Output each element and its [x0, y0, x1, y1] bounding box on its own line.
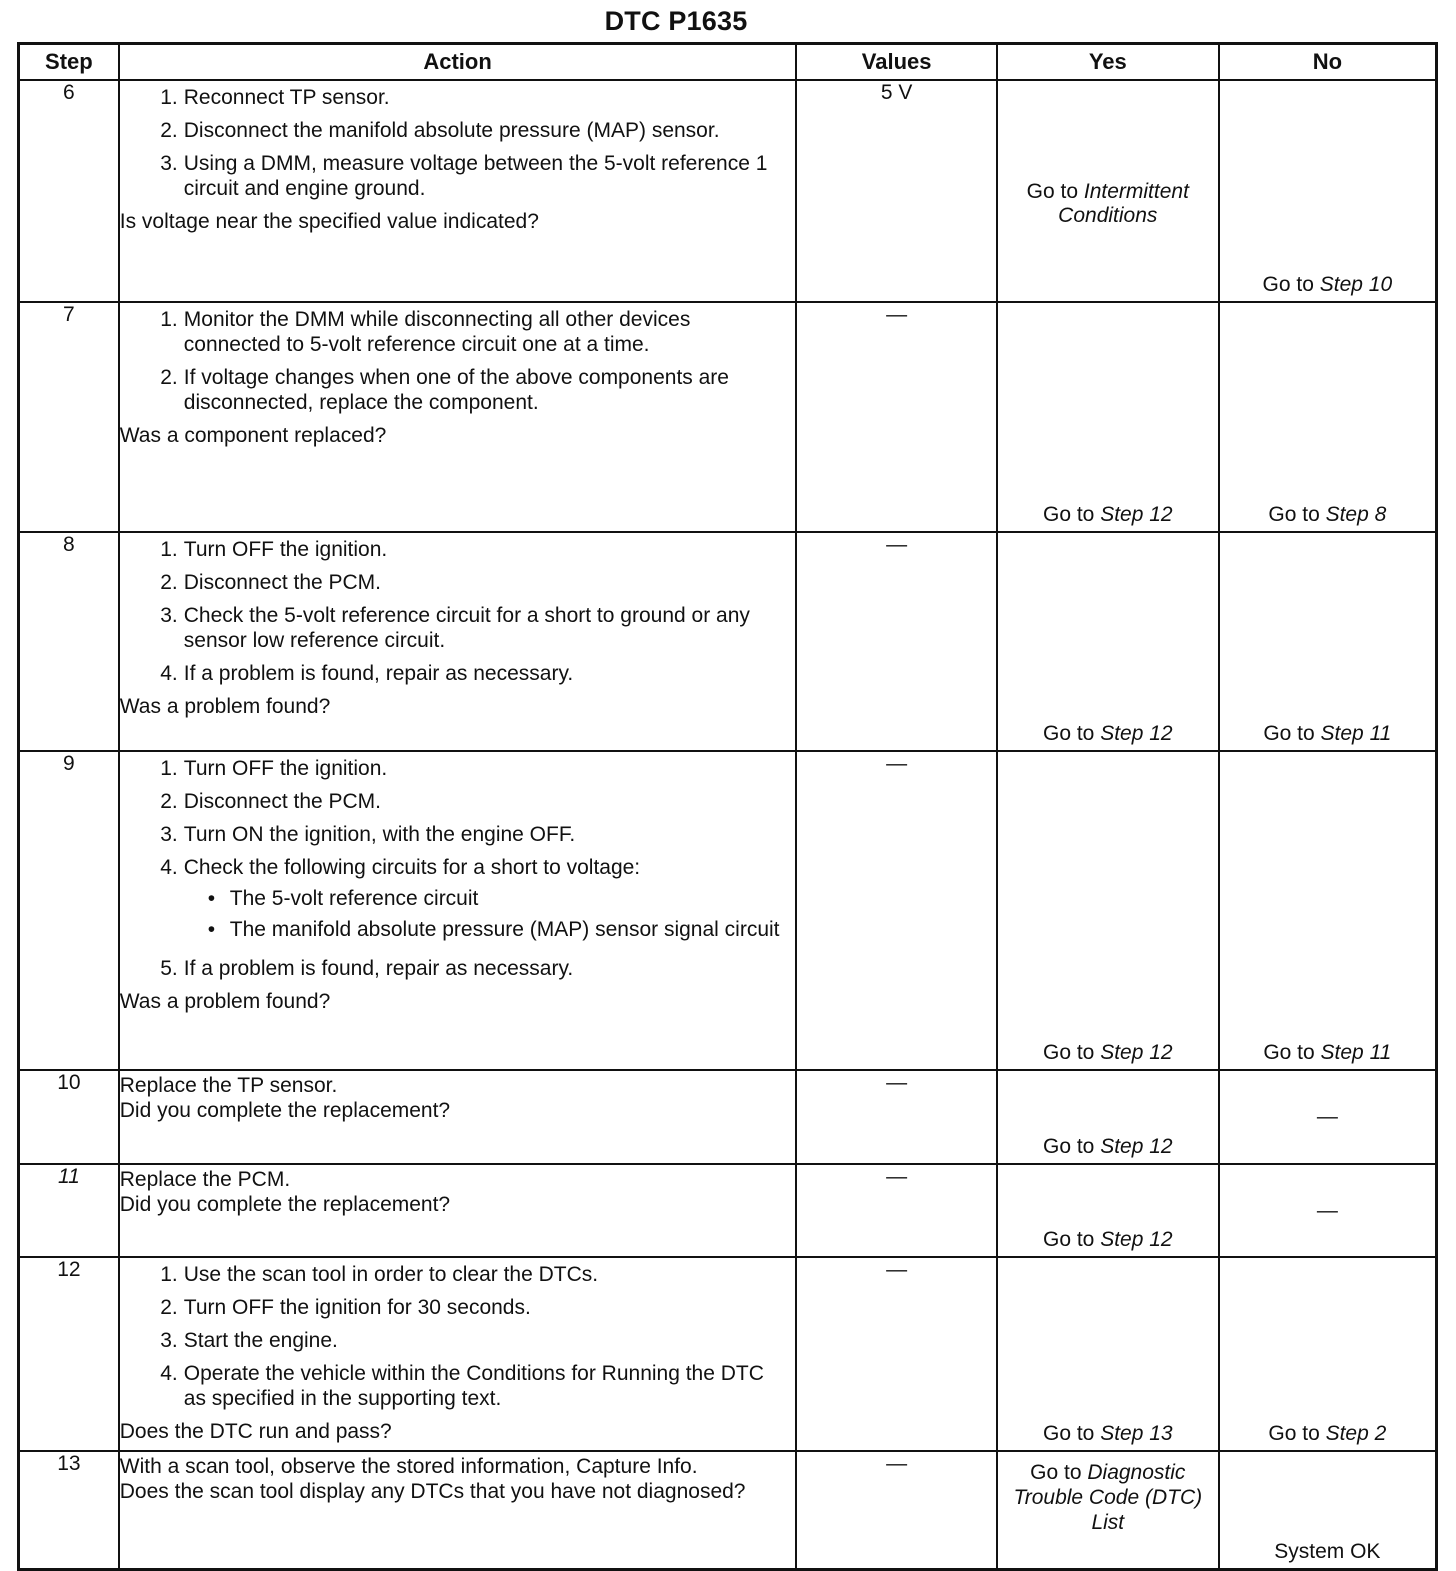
no-value: — — [1316, 1105, 1338, 1128]
yes-goto: Go to Step 12 — [1042, 1135, 1173, 1158]
yes-goto: Go to Intermittent Conditions — [1026, 180, 1189, 228]
table-row — [19, 80, 1437, 302]
diagnostic-table — [17, 42, 1438, 1571]
action-item: 2. Disconnect the PCM. — [160, 790, 382, 813]
action-item: 1. Turn OFF the ignition. — [160, 538, 388, 561]
yes-goto: Go to Step 12 — [1042, 1228, 1173, 1251]
step-number: 8 — [19, 532, 119, 751]
action-item: 2. If voltage changes when one of the above components are disconnected, replace the component. — [160, 366, 729, 414]
action-item: 2. Disconnect the PCM. — [160, 571, 382, 594]
value-cell: — — [796, 1451, 997, 1569]
no-cell — [1219, 1164, 1437, 1257]
header-no: No — [1219, 44, 1437, 81]
action-text: With a scan tool, observe the stored information, Capture Info. — [119, 1455, 698, 1478]
no-cell — [1219, 80, 1437, 302]
no-goto: Go to Step 11 — [1263, 1041, 1392, 1064]
action-item: 1. Reconnect TP sensor. — [160, 86, 390, 109]
table-header-row — [19, 44, 1437, 81]
step-number: 9 — [19, 751, 119, 1070]
yes-goto: Go to Step 12 — [1042, 503, 1173, 526]
sub-item: • The 5-volt reference circuit — [207, 887, 479, 910]
action-cell — [119, 1257, 797, 1451]
action-item: 3. Check the 5-volt reference circuit for a short to ground or any sensor low reference circuit. — [160, 604, 750, 652]
action-item: 2. Turn OFF the ignition for 30 seconds. — [160, 1296, 531, 1319]
page-title: DTC P1635 — [604, 6, 748, 36]
action-item: 2. Disconnect the manifold absolute pressure (MAP) sensor. — [160, 119, 720, 142]
action-cell — [119, 80, 797, 302]
yes-cell — [997, 1257, 1219, 1451]
value-cell: 5 V — [796, 80, 997, 302]
no-cell — [1219, 1070, 1437, 1164]
no-text: System OK — [1274, 1539, 1381, 1563]
action-question: Does the scan tool display any DTCs that you have not diagnosed? — [119, 1480, 746, 1503]
value-cell: — — [796, 1164, 997, 1257]
no-value: — — [1316, 1198, 1338, 1222]
table-row — [19, 751, 1437, 1070]
yes-goto: Go to Step 12 — [1042, 1041, 1173, 1064]
action-cell — [119, 751, 797, 1070]
action-item: 3. Turn ON the ignition, with the engine OFF. — [160, 823, 576, 846]
no-cell — [1219, 532, 1437, 751]
table-row — [19, 1451, 1437, 1569]
step-number: 6 — [19, 80, 119, 302]
table-row — [19, 532, 1437, 751]
step-number: 10 — [19, 1070, 119, 1164]
yes-cell — [997, 751, 1219, 1070]
yes-target: Intermittent Conditions — [1058, 180, 1189, 228]
action-question: Was a problem found? — [119, 695, 331, 718]
no-cell — [1219, 751, 1437, 1070]
yes-cell — [997, 80, 1219, 302]
yes-cell — [997, 1164, 1219, 1257]
header-step: Step — [19, 44, 119, 81]
value-cell: — — [796, 1257, 997, 1451]
action-text: Replace the TP sensor. — [119, 1074, 338, 1097]
action-cell — [119, 1070, 797, 1164]
no-goto: Go to Step 11 — [1263, 722, 1392, 745]
no-goto: Go to Step 2 — [1268, 1422, 1387, 1445]
no-cell — [1219, 302, 1437, 532]
action-cell — [119, 532, 797, 751]
action-item: 4. If a problem is found, repair as necessary. — [160, 662, 574, 685]
action-item: 4. Operate the vehicle within the Conditions for Running the DTC as specified in the supporting text. — [160, 1362, 764, 1410]
table-row — [19, 1070, 1437, 1164]
action-question: Does the DTC run and pass? — [119, 1420, 392, 1443]
step-number: 7 — [19, 302, 119, 532]
action-question: Did you complete the replacement? — [119, 1099, 451, 1122]
header-yes: Yes — [997, 44, 1219, 81]
action-item: 1. Turn OFF the ignition. — [160, 757, 388, 780]
sub-item: • The manifold absolute pressure (MAP) sensor signal circuit — [207, 918, 780, 941]
header-values: Values — [796, 44, 997, 81]
table-row — [19, 302, 1437, 532]
no-goto: Go to Step 10 — [1262, 273, 1393, 296]
action-cell — [119, 1164, 797, 1257]
action-question: Did you complete the replacement? — [119, 1193, 451, 1216]
sub-list — [184, 886, 784, 942]
action-item: 1. Use the scan tool in order to clear the DTCs. — [160, 1263, 599, 1286]
yes-cell — [997, 1451, 1219, 1569]
table-row — [19, 1257, 1437, 1451]
yes-goto: Go to Step 12 — [1042, 722, 1173, 745]
value-cell: — — [796, 1070, 997, 1164]
yes-cell — [997, 532, 1219, 751]
step-number: 13 — [19, 1451, 119, 1569]
yes-target: Diagnostic Trouble Code (DTC) List — [1013, 1461, 1203, 1534]
yes-goto: Go to Diagnostic Trouble Code (DTC) List — [1013, 1461, 1203, 1534]
no-cell — [1219, 1257, 1437, 1451]
action-item: 3. Using a DMM, measure voltage between the 5-volt reference 1 circuit and engine ground. — [160, 152, 768, 200]
value-cell: — — [796, 532, 997, 751]
yes-cell — [997, 1070, 1219, 1164]
action-question: Was a problem found? — [119, 990, 331, 1013]
value-cell: — — [796, 302, 997, 532]
action-item: 3. Start the engine. — [160, 1329, 338, 1352]
yes-goto: Go to Step 13 — [1042, 1422, 1173, 1445]
action-item: 5. If a problem is found, repair as necessary. — [160, 957, 574, 980]
action-text: Replace the PCM. — [119, 1168, 291, 1191]
action-item: 4. Check the following circuits for a short to voltage: • The 5-volt reference circuit • The manifold absolute pressure (MAP) sensor signal circuit — [120, 855, 796, 948]
action-question: Is voltage near the specified value indicated? — [119, 210, 539, 233]
header-action: Action — [119, 44, 797, 81]
step-number: 11 — [19, 1164, 119, 1257]
yes-cell — [997, 302, 1219, 532]
no-goto: Go to Step 8 — [1268, 503, 1387, 526]
no-cell — [1219, 1451, 1437, 1569]
action-question: Was a component replaced? — [119, 424, 387, 447]
action-cell — [119, 302, 797, 532]
value-cell: — — [796, 751, 997, 1070]
action-cell — [119, 1451, 797, 1569]
table-row — [19, 1164, 1437, 1257]
action-item: 1. Monitor the DMM while disconnecting all other devices connected to 5-volt reference circuit one at a time. — [160, 308, 691, 356]
step-number: 12 — [19, 1257, 119, 1451]
